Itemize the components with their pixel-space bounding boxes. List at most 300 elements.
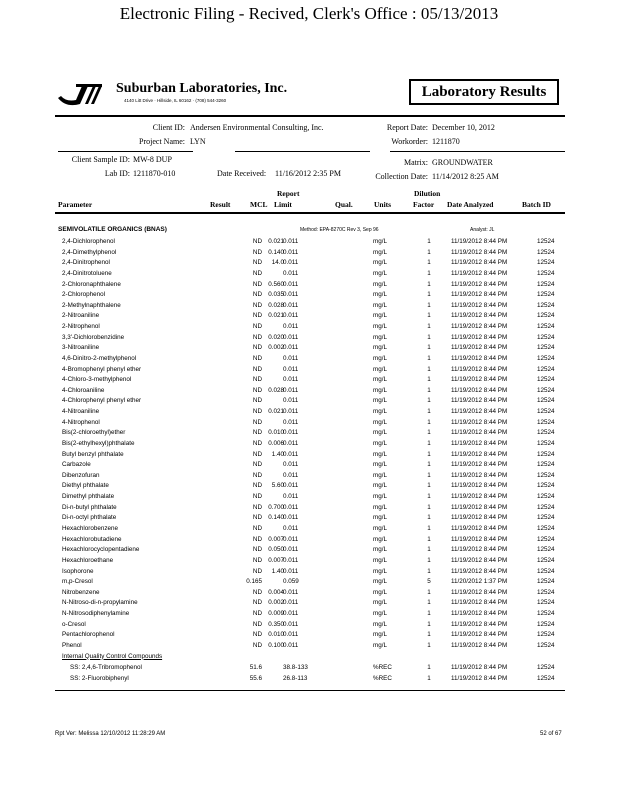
cell-units: mg/L	[373, 418, 387, 426]
cell-parameter: 2-Chloronaphthalene	[62, 280, 121, 288]
cell-date-analyzed: 11/19/2012 8:44 PM	[451, 493, 508, 501]
table-row	[0, 376, 618, 386]
cell-mcl: 0.050	[268, 546, 284, 554]
cell-batch-id: 12524	[537, 269, 555, 277]
cell-dilution-factor: 1	[427, 535, 431, 543]
cell-report-limit: 0.011	[283, 439, 299, 447]
cell-dilution-factor: 1	[427, 354, 431, 362]
cell-units: %REC	[373, 674, 392, 682]
cell-date-analyzed: 11/19/2012 8:44 PM	[451, 535, 508, 543]
cell-parameter: Bis(2-chloroethyl)ether	[62, 429, 126, 437]
date-received-label: Date Received:	[217, 169, 267, 178]
cell-report-limit: 0.011	[283, 620, 299, 628]
cell-units: mg/L	[373, 525, 387, 532]
cell-dilution-factor: 1	[427, 376, 431, 384]
cell-dilution-factor: 1	[427, 493, 431, 501]
table-row	[0, 631, 618, 641]
table-row	[0, 536, 618, 546]
cell-date-analyzed: 11/19/2012 8:44 PM	[451, 238, 508, 245]
cell-date-analyzed: 11/19/2012 8:44 PM	[451, 333, 508, 341]
cell-result: ND	[252, 429, 262, 437]
col-report-limit-line1: Report	[277, 189, 300, 198]
cell-dilution-factor: 1	[427, 450, 431, 458]
cell-parameter: 4,6-Dinitro-2-methylphenol	[62, 354, 137, 362]
cell-dilution-factor: 1	[427, 238, 431, 245]
cell-dilution-factor: 1	[427, 588, 431, 596]
cell-units: mg/L	[373, 439, 387, 447]
table-row	[0, 355, 618, 365]
cell-dilution-factor: 1	[427, 664, 431, 672]
cell-report-limit: 0.011	[283, 514, 299, 522]
cell-report-limit: 0.011	[283, 344, 299, 352]
cell-dilution-factor: 1	[427, 674, 431, 682]
cell-report-limit: 0.011	[283, 599, 299, 607]
table-row	[0, 451, 618, 461]
table-row	[0, 599, 618, 609]
cell-units: mg/L	[373, 365, 387, 373]
cell-result: ND	[252, 588, 262, 596]
cell-parameter: N-Nitrosodiphenylamine	[62, 610, 130, 618]
cell-dilution-factor: 1	[427, 408, 431, 416]
cell-units: mg/L	[373, 376, 387, 384]
cell-parameter: Nitrobenzene	[62, 588, 100, 596]
cell-result: ND	[252, 312, 262, 320]
table-row	[0, 259, 618, 269]
cell-date-analyzed: 11/19/2012 8:44 PM	[451, 525, 508, 532]
cell-result: 0.165	[246, 578, 262, 586]
cell-batch-id: 12524	[537, 535, 555, 543]
cell-units: mg/L	[373, 450, 387, 458]
cell-date-analyzed: 11/19/2012 8:44 PM	[451, 567, 508, 575]
cell-units: mg/L	[373, 599, 387, 607]
cell-date-analyzed: 11/19/2012 8:44 PM	[451, 301, 508, 309]
divider	[235, 151, 370, 152]
table-row	[0, 323, 618, 333]
cell-date-analyzed: 11/19/2012 8:44 PM	[451, 397, 508, 405]
cell-parameter: Phenol	[62, 641, 82, 649]
cell-batch-id: 12524	[537, 280, 555, 288]
cell-dilution-factor: 1	[427, 418, 431, 426]
cell-parameter: Di-n-butyl phthalate	[62, 503, 117, 511]
cell-report-limit: 38.8-133	[283, 664, 308, 672]
col-result: Result	[210, 200, 231, 209]
cell-date-analyzed: 11/19/2012 8:44 PM	[451, 344, 508, 352]
cell-date-analyzed: 11/19/2012 8:44 PM	[451, 291, 508, 299]
cell-units: mg/L	[373, 471, 387, 479]
cell-parameter: 2,4-Dimethylphenol	[62, 248, 117, 256]
cell-parameter: Hexachlorobenzene	[62, 525, 119, 532]
cell-report-limit: 0.059	[283, 578, 299, 586]
cell-mcl: 0.002	[268, 344, 284, 352]
cell-date-analyzed: 11/19/2012 8:44 PM	[451, 546, 508, 554]
cell-report-limit: 0.011	[283, 450, 299, 458]
cell-report-limit: 0.011	[283, 408, 299, 416]
cell-report-limit: 0.011	[283, 291, 299, 299]
cell-report-limit: 0.011	[283, 259, 299, 267]
cell-batch-id: 12524	[537, 567, 555, 575]
cell-date-analyzed: 11/19/2012 8:44 PM	[451, 471, 508, 479]
cell-result: ND	[252, 471, 262, 479]
cell-dilution-factor: 1	[427, 365, 431, 373]
cell-parameter: Hexachlorocyclopentadiene	[62, 546, 140, 554]
cell-batch-id: 12524	[537, 482, 555, 490]
cell-date-analyzed: 11/19/2012 8:44 PM	[451, 259, 508, 267]
cell-result: ND	[252, 376, 262, 384]
cell-date-analyzed: 11/19/2012 8:44 PM	[451, 365, 508, 373]
cell-parameter: m,p-Cresol	[62, 578, 93, 586]
cell-result: ND	[252, 269, 262, 277]
cell-result: ND	[252, 599, 262, 607]
cell-mcl: 0.560	[268, 280, 284, 288]
table-row	[0, 291, 618, 301]
cell-units: mg/L	[373, 588, 387, 596]
cell-dilution-factor: 1	[427, 471, 431, 479]
cell-units: mg/L	[373, 301, 387, 309]
cell-units: mg/L	[373, 397, 387, 405]
section-analyst: Analyst: JL	[470, 227, 495, 233]
cell-units: mg/L	[373, 312, 387, 320]
cell-batch-id: 12524	[537, 514, 555, 522]
cell-result: ND	[252, 323, 262, 331]
collection-date: 11/14/2012 8:25 AM	[432, 172, 499, 181]
cell-report-limit: 0.011	[283, 471, 299, 479]
cell-dilution-factor: 1	[427, 312, 431, 320]
cell-result: ND	[252, 610, 262, 618]
document-title: Laboratory Results	[409, 79, 559, 105]
cell-report-limit: 0.011	[283, 588, 299, 596]
cell-units: %REC	[373, 664, 392, 672]
cell-result: ND	[252, 620, 262, 628]
workorder: 1211870	[432, 137, 460, 146]
table-row	[0, 302, 618, 312]
cell-mcl: 0.010	[268, 631, 284, 639]
cell-report-limit: 0.011	[283, 376, 299, 384]
cell-result: ND	[252, 354, 262, 362]
cell-result: ND	[252, 556, 262, 564]
cell-dilution-factor: 1	[427, 269, 431, 277]
cell-mcl: 0.020	[268, 333, 284, 341]
table-row	[0, 419, 618, 429]
cell-date-analyzed: 11/19/2012 8:44 PM	[451, 503, 508, 511]
cell-date-analyzed: 11/19/2012 8:44 PM	[451, 408, 508, 416]
cell-batch-id: 12524	[537, 312, 555, 320]
divider	[55, 690, 565, 691]
cell-parameter: SS: 2,4,6-Tribromophenol	[70, 664, 142, 672]
cell-parameter: N-Nitroso-di-n-propylamine	[62, 599, 138, 607]
cell-units: mg/L	[373, 248, 387, 256]
col-parameter: Parameter	[58, 200, 93, 209]
cell-mcl: 0.035	[268, 291, 284, 299]
lab-id: 1211870-010	[133, 169, 176, 178]
cell-batch-id: 12524	[537, 503, 555, 511]
table-row	[0, 312, 618, 322]
cell-result: ND	[252, 386, 262, 394]
cell-parameter: Di-n-octyl phthalate	[62, 514, 117, 522]
cell-parameter: 4-Bromophenyl phenyl ether	[62, 365, 142, 373]
cell-mcl: 0.021	[268, 238, 284, 245]
cell-report-limit: 0.011	[283, 461, 299, 469]
divider	[55, 115, 565, 117]
cell-mcl: 0.028	[268, 301, 284, 309]
cell-report-limit: 0.011	[283, 641, 299, 649]
cell-dilution-factor: 1	[427, 503, 431, 511]
cell-batch-id: 12524	[537, 664, 555, 672]
cell-parameter: 2-Nitrophenol	[62, 323, 100, 331]
cell-mcl: 0.140	[268, 248, 284, 256]
cell-parameter: Bis(2-ethylhexyl)phthalate	[62, 439, 135, 447]
cell-batch-id: 12524	[537, 588, 555, 596]
cell-batch-id: 12524	[537, 397, 555, 405]
lab-address: 4140 Litt Drive · Hillside, IL 60162 · (708) 544-3260	[124, 98, 227, 103]
cell-date-analyzed: 11/19/2012 8:44 PM	[451, 376, 508, 384]
cell-batch-id: 12524	[537, 620, 555, 628]
table-row	[0, 387, 618, 397]
lab-logo-icon	[58, 84, 102, 108]
cell-date-analyzed: 11/19/2012 8:44 PM	[451, 664, 508, 672]
cell-dilution-factor: 1	[427, 631, 431, 639]
qc-section-title: Internal Quality Control Compounds	[62, 652, 163, 660]
table-row	[0, 578, 618, 588]
cell-date-analyzed: 11/19/2012 8:44 PM	[451, 641, 508, 649]
cell-units: mg/L	[373, 429, 387, 437]
cell-dilution-factor: 1	[427, 280, 431, 288]
cell-units: mg/L	[373, 386, 387, 394]
cell-date-analyzed: 11/19/2012 8:44 PM	[451, 269, 508, 277]
client-sample-id: MW-8 DUP	[133, 155, 172, 164]
cell-parameter: 2,4-Dinitrotoluene	[62, 269, 112, 277]
cell-units: mg/L	[373, 514, 387, 522]
cell-batch-id: 12524	[537, 525, 555, 532]
section-method: Method: EPA-8270C Rev 3, Sep 96	[300, 227, 379, 233]
col-date-analyzed: Date Analyzed	[447, 200, 494, 209]
cell-mcl: 0.002	[268, 599, 284, 607]
matrix: GROUNDWATER	[432, 158, 493, 167]
cell-batch-id: 12524	[537, 333, 555, 341]
table-row	[0, 504, 618, 514]
cell-result: ND	[252, 535, 262, 543]
cell-result: ND	[252, 450, 262, 458]
cell-batch-id: 12524	[537, 418, 555, 426]
project-name-label: Project Name:	[139, 137, 185, 146]
client-id-label: Client ID:	[152, 123, 185, 132]
cell-report-limit: 0.011	[283, 610, 299, 618]
cell-parameter: 2-Chlorophenol	[62, 291, 106, 299]
cell-date-analyzed: 11/19/2012 8:44 PM	[451, 429, 508, 437]
cell-batch-id: 12524	[537, 408, 555, 416]
cell-result: ND	[252, 567, 262, 575]
col-batch-id: Batch ID	[522, 200, 551, 209]
cell-mcl: 0.100	[268, 641, 284, 649]
col-dilution-line2: Factor	[413, 200, 435, 209]
cell-batch-id: 12524	[537, 248, 555, 256]
cell-mcl: 1.40	[271, 567, 284, 575]
cell-dilution-factor: 1	[427, 599, 431, 607]
cell-dilution-factor: 1	[427, 259, 431, 267]
cell-parameter: 4-Chloro-3-methylphenol	[62, 376, 132, 384]
cell-result: ND	[252, 291, 262, 299]
cell-result: ND	[252, 631, 262, 639]
cell-units: mg/L	[373, 482, 387, 490]
cell-report-limit: 0.011	[283, 493, 299, 501]
qc-row	[0, 664, 618, 674]
cell-mcl: 1.40	[271, 450, 284, 458]
filing-header: Electronic Filing - Recived, Clerk's Office : 05/13/2013	[119, 4, 499, 23]
cell-parameter: 4-Chloroaniline	[62, 386, 105, 394]
report-date-label: Report Date:	[386, 123, 428, 132]
cell-date-analyzed: 11/19/2012 8:44 PM	[451, 461, 508, 469]
cell-batch-id: 12524	[537, 556, 555, 564]
cell-dilution-factor: 1	[427, 461, 431, 469]
cell-mcl: 0.028	[268, 386, 284, 394]
cell-report-limit: 0.011	[283, 397, 299, 405]
cell-batch-id: 12524	[537, 610, 555, 618]
cell-units: mg/L	[373, 269, 387, 277]
cell-batch-id: 12524	[537, 471, 555, 479]
qc-header-row	[0, 653, 618, 663]
table-row	[0, 249, 618, 259]
table-row	[0, 568, 618, 578]
client-id: Andersen Environmental Consulting, Inc.	[190, 123, 324, 132]
cell-units: mg/L	[373, 291, 387, 299]
cell-dilution-factor: 1	[427, 641, 431, 649]
cell-report-limit: 0.011	[283, 248, 299, 256]
cell-report-limit: 0.011	[283, 631, 299, 639]
cell-mcl: 0.004	[268, 588, 284, 596]
table-row	[0, 621, 618, 631]
cell-dilution-factor: 1	[427, 439, 431, 447]
table-row	[0, 482, 618, 492]
cell-dilution-factor: 1	[427, 525, 431, 532]
cell-date-analyzed: 11/19/2012 8:44 PM	[451, 599, 508, 607]
cell-parameter: 4-Nitroaniline	[62, 408, 100, 416]
table-row	[0, 440, 618, 450]
qc-row	[0, 675, 618, 685]
table-row	[0, 589, 618, 599]
divider	[55, 212, 565, 214]
cell-report-limit: 0.011	[283, 482, 299, 490]
cell-parameter: Dimethyl phthalate	[62, 493, 115, 501]
cell-mcl: 0.350	[268, 620, 284, 628]
cell-parameter: o-Cresol	[62, 620, 86, 628]
cell-batch-id: 12524	[537, 238, 555, 245]
footer-report-version: Rpt Ver: Melissa 12/10/2012 11:28:29 AM	[55, 731, 166, 737]
cell-date-analyzed: 11/19/2012 8:44 PM	[451, 674, 508, 682]
cell-units: mg/L	[373, 578, 387, 586]
cell-report-limit: 0.011	[283, 280, 299, 288]
cell-units: mg/L	[373, 610, 387, 618]
cell-date-analyzed: 11/19/2012 8:44 PM	[451, 323, 508, 331]
footer-page-number: 52 of 67	[540, 731, 562, 737]
cell-parameter: Hexachloroethane	[62, 556, 114, 564]
cell-batch-id: 12524	[537, 450, 555, 458]
cell-parameter: 2,4-Dinitrophenol	[62, 259, 110, 267]
cell-batch-id: 12524	[537, 461, 555, 469]
cell-date-analyzed: 11/19/2012 8:44 PM	[451, 439, 508, 447]
cell-mcl: 0.010	[268, 429, 284, 437]
cell-report-limit: 0.011	[283, 365, 299, 373]
cell-batch-id: 12524	[537, 386, 555, 394]
table-row	[0, 429, 618, 439]
cell-report-limit: 0.011	[283, 333, 299, 341]
table-row	[0, 557, 618, 567]
cell-date-analyzed: 11/19/2012 8:44 PM	[451, 514, 508, 522]
cell-mcl: 0.021	[268, 312, 284, 320]
col-mcl: MCL	[250, 200, 268, 209]
cell-result: ND	[252, 641, 262, 649]
cell-result: ND	[252, 333, 262, 341]
section-title: SEMIVOLATILE ORGANICS (BNAS)	[58, 226, 167, 233]
cell-date-analyzed: 11/19/2012 8:44 PM	[451, 418, 508, 426]
cell-parameter: 4-Nitrophenol	[62, 418, 100, 426]
cell-date-analyzed: 11/19/2012 8:44 PM	[451, 610, 508, 618]
cell-units: mg/L	[373, 535, 387, 543]
cell-batch-id: 12524	[537, 429, 555, 437]
cell-date-analyzed: 11/19/2012 8:44 PM	[451, 631, 508, 639]
workorder-label: Workorder:	[391, 137, 428, 146]
cell-report-limit: 0.011	[283, 525, 299, 532]
cell-batch-id: 12524	[537, 439, 555, 447]
cell-units: mg/L	[373, 567, 387, 575]
table-row	[0, 366, 618, 376]
table-row	[0, 334, 618, 344]
cell-result: ND	[252, 514, 262, 522]
cell-batch-id: 12524	[537, 578, 555, 586]
cell-batch-id: 12524	[537, 323, 555, 331]
cell-dilution-factor: 1	[427, 301, 431, 309]
cell-batch-id: 12524	[537, 365, 555, 373]
table-row	[0, 461, 618, 471]
cell-result: ND	[252, 408, 262, 416]
cell-date-analyzed: 11/19/2012 8:44 PM	[451, 386, 508, 394]
cell-report-limit: 0.011	[283, 386, 299, 394]
cell-date-analyzed: 11/19/2012 8:44 PM	[451, 354, 508, 362]
lab-id-label: Lab ID:	[104, 169, 130, 178]
cell-result: ND	[252, 503, 262, 511]
cell-batch-id: 12524	[537, 354, 555, 362]
cell-result: ND	[252, 397, 262, 405]
cell-date-analyzed: 11/19/2012 8:44 PM	[451, 620, 508, 628]
cell-units: mg/L	[373, 641, 387, 649]
cell-parameter: 2-Methylnaphthalene	[62, 301, 121, 309]
cell-mcl: 0.009	[268, 610, 284, 618]
cell-report-limit: 0.011	[283, 312, 299, 320]
cell-report-limit: 0.011	[283, 556, 299, 564]
cell-units: mg/L	[373, 354, 387, 362]
cell-units: mg/L	[373, 344, 387, 352]
cell-report-limit: 0.011	[283, 546, 299, 554]
cell-result: ND	[252, 525, 262, 532]
cell-result: ND	[252, 344, 262, 352]
cell-result: ND	[252, 259, 262, 267]
col-dilution-line1: Dilution	[414, 189, 441, 198]
cell-units: mg/L	[373, 503, 387, 511]
cell-date-analyzed: 11/19/2012 8:44 PM	[451, 280, 508, 288]
report-date: December 10, 2012	[432, 123, 495, 132]
cell-result: ND	[252, 418, 262, 426]
cell-date-analyzed: 11/19/2012 8:44 PM	[451, 482, 508, 490]
cell-batch-id: 12524	[537, 546, 555, 554]
cell-result: ND	[252, 461, 262, 469]
cell-parameter: Diethyl phthalate	[62, 482, 109, 490]
cell-report-limit: 0.011	[283, 418, 299, 426]
cell-dilution-factor: 1	[427, 333, 431, 341]
cell-parameter: Carbazole	[62, 461, 91, 469]
cell-result: ND	[252, 365, 262, 373]
cell-date-analyzed: 11/19/2012 8:44 PM	[451, 248, 508, 256]
cell-report-limit: 0.011	[283, 429, 299, 437]
cell-dilution-factor: 1	[427, 482, 431, 490]
cell-batch-id: 12524	[537, 493, 555, 501]
